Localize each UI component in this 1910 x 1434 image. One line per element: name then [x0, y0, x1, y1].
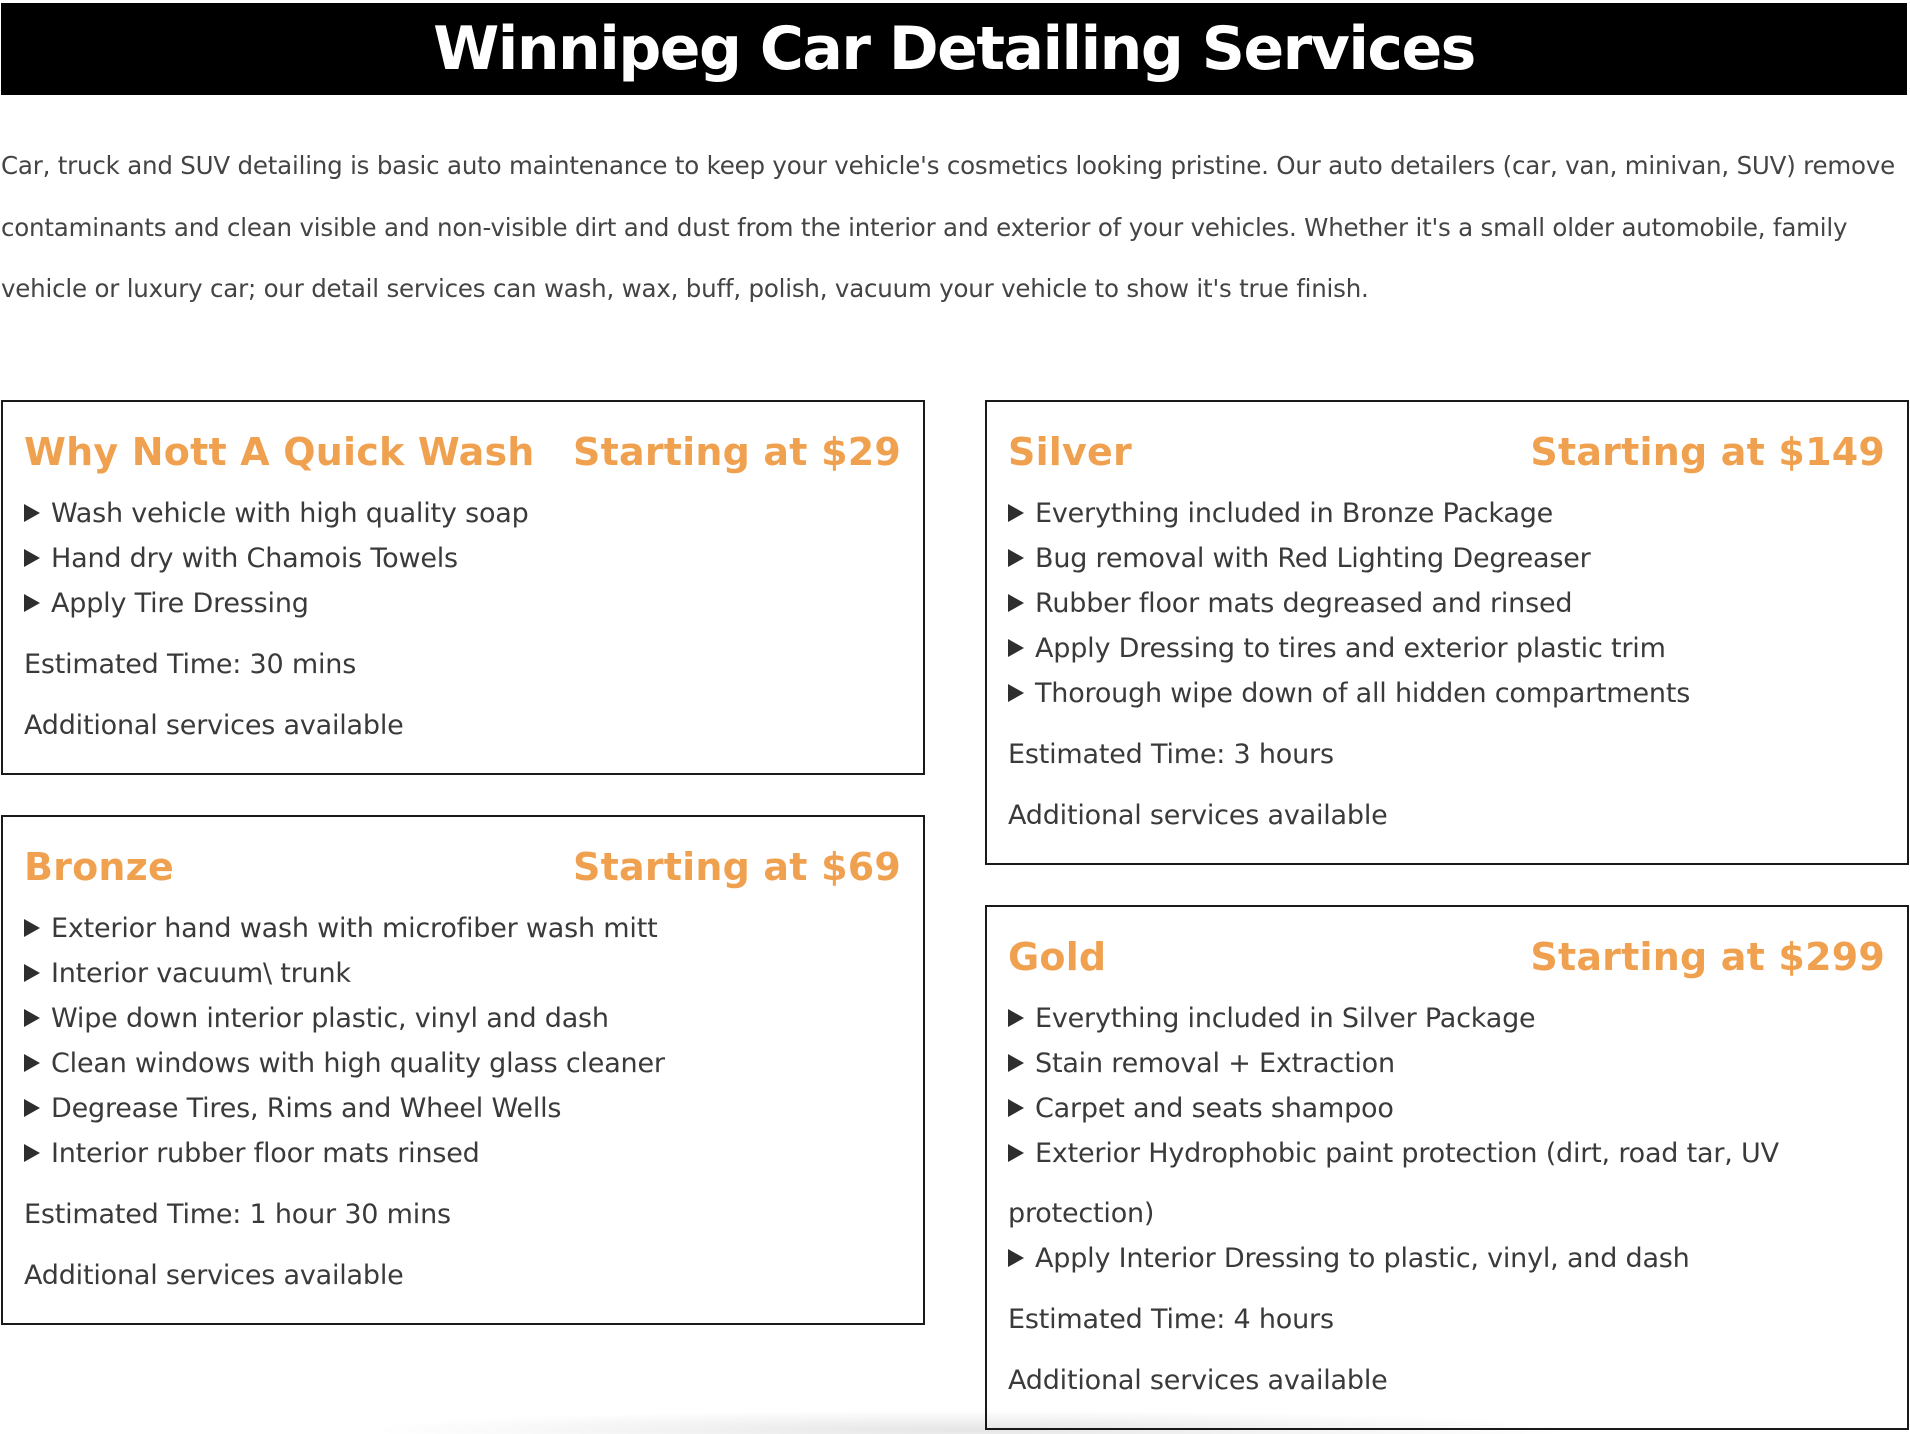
list-item: Interior vacuum\ trunk: [24, 951, 901, 996]
bullet-triangle-icon: [1008, 1144, 1024, 1162]
package-title: Silver: [1008, 430, 1132, 474]
bullet-triangle-icon: [1008, 1249, 1024, 1267]
package-card-quick-wash: [1, 400, 925, 775]
package-card-gold: [985, 905, 1909, 1430]
list-item: Hand dry with Chamois Towels: [24, 536, 901, 581]
list-item: Wash vehicle with high quality soap: [24, 491, 901, 536]
additional-services-note: Additional services available: [24, 1260, 404, 1291]
list-item: Stain removal + Extraction: [1008, 1041, 1885, 1086]
bullet-triangle-icon: [24, 1054, 40, 1072]
package-feature-list: [24, 906, 901, 1176]
bullet-triangle-icon: [1008, 684, 1024, 702]
page-title-banner: [1, 3, 1907, 95]
list-item: Exterior hand wash with microfiber wash mitt: [24, 906, 901, 951]
package-title: Gold: [1008, 935, 1107, 979]
package-price: Starting at $29: [573, 430, 901, 474]
list-item: Rubber floor mats degreased and rinsed: [1008, 581, 1885, 626]
bullet-triangle-icon: [1008, 1099, 1024, 1117]
bullet-triangle-icon: [1008, 594, 1024, 612]
intro-paragraph: [1, 135, 1907, 320]
intro-text: Car, truck and SUV detailing is basic auto maintenance to keep your vehicle's cosmetics looking pristine. Our auto detailers (car, van, minivan, SUV) remove contaminants and clean visible and non-visible dirt and dust from the interior and exterior of your vehicles. Whether it's a small older automobile, family vehicle or luxury car; our detail services can wash, wax, buff, polish, vacuum your vehicle to show it's true finish.: [1, 151, 1895, 303]
bullet-triangle-icon: [24, 1144, 40, 1162]
list-item: Clean windows with high quality glass cleaner: [24, 1041, 901, 1086]
list-item: Everything included in Bronze Package: [1008, 491, 1885, 536]
package-feature-list: [24, 491, 901, 626]
bullet-triangle-icon: [1008, 504, 1024, 522]
bullet-triangle-icon: [24, 919, 40, 937]
list-item: Everything included in Silver Package: [1008, 996, 1885, 1041]
additional-services-note: Additional services available: [24, 710, 404, 741]
additional-services-note: Additional services available: [1008, 1365, 1388, 1396]
package-feature-list: [1008, 491, 1885, 716]
bullet-triangle-icon: [24, 549, 40, 567]
estimated-time: Estimated Time: 4 hours: [1008, 1304, 1334, 1335]
estimated-time: Estimated Time: 3 hours: [1008, 739, 1334, 770]
list-item: Exterior Hydrophobic paint protection (dirt, road tar, UV protection): [1008, 1138, 1779, 1229]
package-price: Starting at $299: [1530, 935, 1885, 979]
bullet-triangle-icon: [1008, 1009, 1024, 1027]
bullet-triangle-icon: [24, 1099, 40, 1117]
list-item: Apply Dressing to tires and exterior plastic trim: [1008, 626, 1885, 671]
bullet-triangle-icon: [1008, 1054, 1024, 1072]
list-item: Bug removal with Red Lighting Degreaser: [1008, 536, 1885, 581]
package-card-bronze: [1, 815, 925, 1325]
package-price: Starting at $149: [1530, 430, 1885, 474]
package-header: [1008, 933, 1885, 981]
package-card-silver: [985, 400, 1909, 865]
bullet-triangle-icon: [24, 594, 40, 612]
bullet-triangle-icon: [24, 504, 40, 522]
bullet-triangle-icon: [24, 1009, 40, 1027]
footer-shadow: [360, 1410, 1580, 1434]
package-title: Why Nott A Quick Wash: [24, 430, 535, 474]
estimated-time: Estimated Time: 1 hour 30 mins: [24, 1199, 451, 1230]
bullet-triangle-icon: [24, 964, 40, 982]
list-item: Carpet and seats shampoo: [1008, 1086, 1885, 1131]
package-title: Bronze: [24, 845, 174, 889]
package-header: [24, 843, 901, 891]
list-item: Wipe down interior plastic, vinyl and dash: [24, 996, 901, 1041]
package-feature-list: [1008, 996, 1885, 1281]
package-price: Starting at $69: [573, 845, 901, 889]
bullet-triangle-icon: [1008, 639, 1024, 657]
package-header: [1008, 428, 1885, 476]
list-item: Interior rubber floor mats rinsed: [24, 1131, 901, 1176]
page-title: Winnipeg Car Detailing Services: [433, 14, 1475, 84]
list-item: Apply Tire Dressing: [24, 581, 901, 626]
bullet-triangle-icon: [1008, 549, 1024, 567]
estimated-time: Estimated Time: 30 mins: [24, 649, 357, 680]
list-item: Apply Interior Dressing to plastic, vinyl, and dash: [1008, 1236, 1885, 1281]
additional-services-note: Additional services available: [1008, 800, 1388, 831]
package-header: [24, 428, 901, 476]
list-item: Thorough wipe down of all hidden compartments: [1008, 671, 1885, 716]
list-item: Degrease Tires, Rims and Wheel Wells: [24, 1086, 901, 1131]
